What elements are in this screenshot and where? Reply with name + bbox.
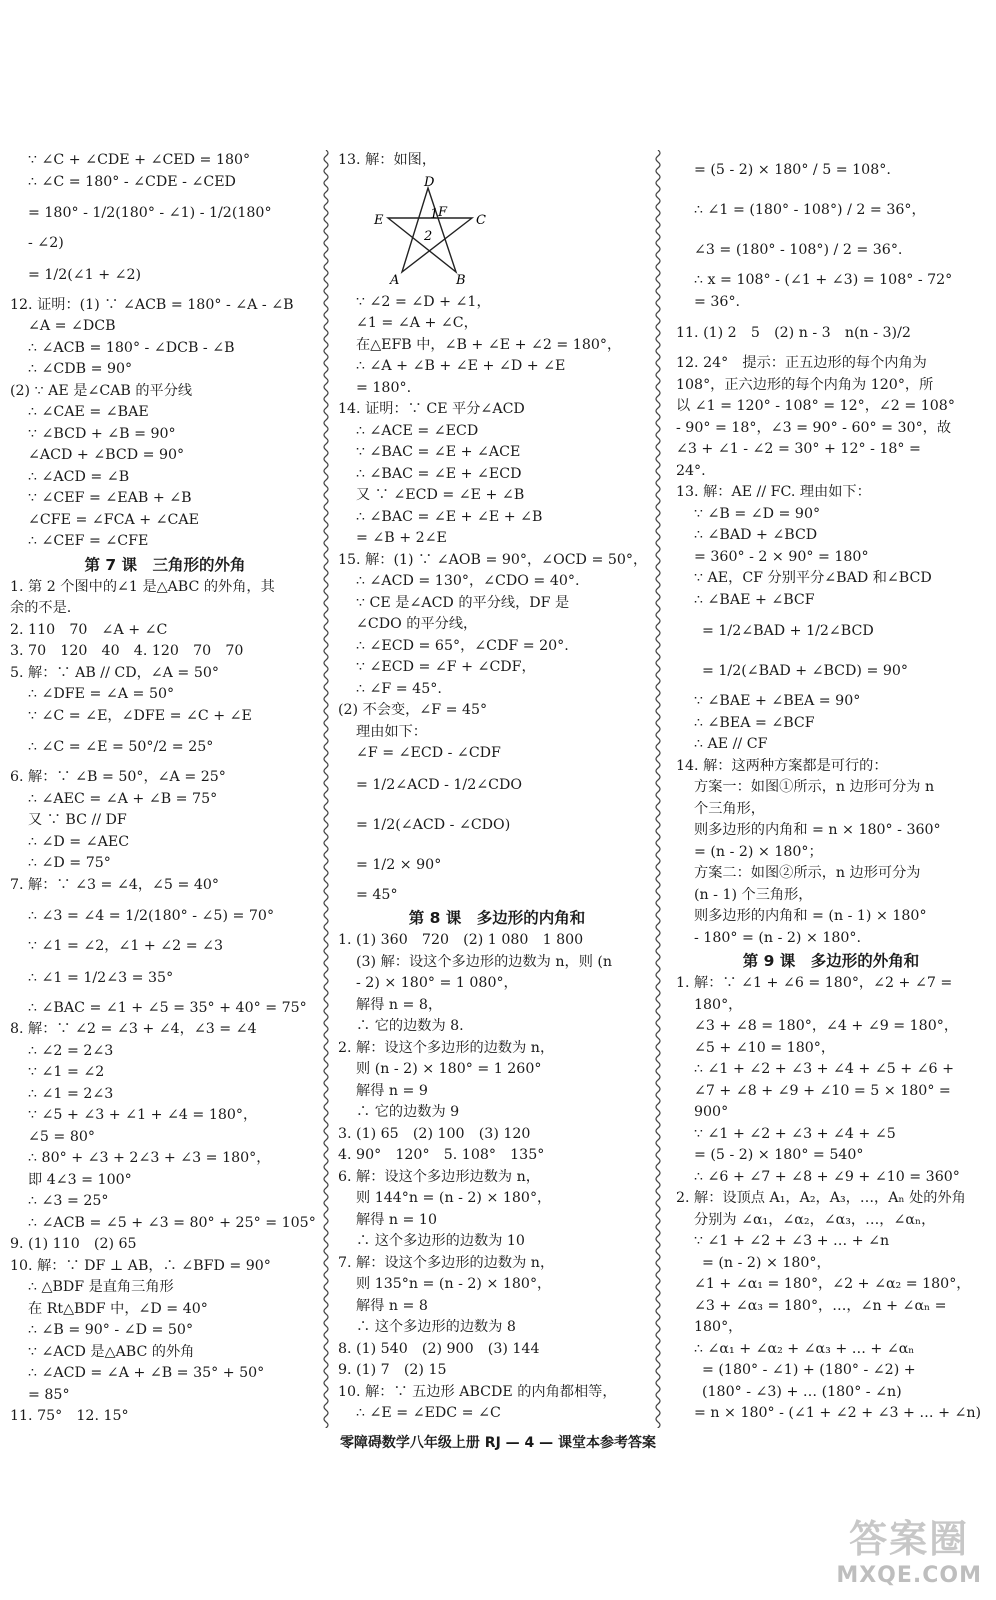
answer-line: 理由如下： bbox=[356, 723, 427, 740]
answer-line: 4. 90° 120° 5. 108° 135° bbox=[338, 1147, 545, 1163]
answer-line: 分别为 ∠α₁，∠α₂，∠α₃，…，∠αₙ， bbox=[694, 1211, 936, 1228]
answer-line: 1. (1) 360 720 (2) 1 080 1 800 bbox=[338, 932, 584, 948]
answer-line: 13. 解：如图， bbox=[338, 152, 437, 168]
answer-line: 解得 n = 9 bbox=[356, 1082, 428, 1099]
answer-line: ∵ ∠5 + ∠3 + ∠1 + ∠4 = 180°， bbox=[28, 1107, 258, 1123]
answer-line: ∠3 + ∠8 = 180°，∠4 + ∠9 = 180°， bbox=[694, 1018, 959, 1034]
answer-line: ∵ ∠2 = ∠D + ∠1， bbox=[356, 293, 491, 310]
answer-line: 14. 证明：∵ CE 平分∠ACD bbox=[338, 401, 525, 417]
answer-line: ∴ ∠α₁ + ∠α₂ + ∠α₃ + … + ∠αₙ bbox=[694, 1340, 915, 1357]
answer-line: 则 135°n = (n - 2) × 180°， bbox=[356, 1276, 552, 1292]
answer-line: ∵ ∠C = ∠E，∠DFE = ∠C + ∠E bbox=[28, 707, 252, 724]
answer-line: ∴ ∠ACB = 180° - ∠DCB - ∠B bbox=[28, 339, 235, 356]
answer-line: = 1/2 × 90° bbox=[356, 856, 442, 873]
answer-line: 则 144°n = (n - 2) × 180°， bbox=[356, 1190, 552, 1206]
answer-line: 7. 解：设这个多边形的边数为 n， bbox=[338, 1254, 555, 1271]
answer-line: ∴ 它的边数为 9 bbox=[356, 1104, 460, 1120]
answer-line: ∴ ∠ACD = ∠B bbox=[28, 468, 130, 485]
answer-line: ∴ 这个多边形的边数为 10 bbox=[356, 1233, 525, 1249]
section-heading: 第 9 课 多边形的外角和 bbox=[742, 952, 920, 970]
answer-line: ∴ △BDF 是直角三角形 bbox=[28, 1279, 174, 1295]
answer-line: 则多边形的内角和 = n × 180° - 360° bbox=[694, 822, 941, 838]
wavy-line bbox=[656, 150, 660, 1428]
answer-line: 12. 证明：(1) ∵ ∠ACB = 180° - ∠A - ∠B bbox=[10, 296, 294, 313]
answer-line: 个三角形， bbox=[694, 800, 765, 817]
answer-line: 10. 解：∵ 五边形 ABCDE 的内角都相等， bbox=[338, 1383, 617, 1400]
answer-line: ∴ 这个多边形的边数为 8 bbox=[356, 1319, 516, 1335]
figure-label: 2 bbox=[424, 228, 433, 244]
answer-line: ∵ ∠CEF = ∠EAB + ∠B bbox=[28, 490, 192, 506]
answer-line: 8. (1) 540 (2) 900 (3) 144 bbox=[338, 1340, 540, 1357]
answer-line: 11. (1) 2 5 (2) n - 3 n(n - 3)/2 bbox=[676, 325, 911, 341]
answer-line: 14. 解：这两种方案都是可行的： bbox=[676, 757, 888, 774]
answer-line: ∠A = ∠DCB bbox=[28, 318, 116, 334]
answer-column-1 bbox=[10, 150, 320, 1428]
answer-line: = 180° - 1/2(180° - ∠1) - 1/2(180° bbox=[28, 205, 272, 221]
answer-line: 6. 解：∵ ∠B = 50°，∠A = 25° bbox=[10, 769, 226, 785]
figure-label: 1 bbox=[430, 206, 439, 222]
column-divider-1 bbox=[322, 150, 330, 1428]
figure-label: A bbox=[390, 272, 400, 288]
answer-line: 则 (n - 2) × 180° = 1 260° bbox=[356, 1061, 542, 1077]
answer-line: ∴ ∠6 + ∠7 + ∠8 + ∠9 + ∠10 = 360° bbox=[694, 1168, 960, 1185]
answer-line: ∠5 + ∠10 = 180°， bbox=[694, 1039, 836, 1056]
answer-line: = 36°. bbox=[694, 293, 741, 310]
answer-line: ∴ ∠ACD = 130°，∠CDO = 40°. bbox=[356, 573, 580, 589]
answer-line: ∴ ∠E = ∠EDC = ∠C bbox=[356, 1405, 501, 1421]
answer-line: ∴ ∠BAE + ∠BCF bbox=[694, 591, 815, 608]
answer-line: ∵ ∠ACD 是△ABC 的外角 bbox=[28, 1343, 195, 1360]
answer-line: ∵ CE 是∠ACD 的平分线，DF 是 bbox=[356, 594, 570, 611]
answer-line: 24°. bbox=[676, 462, 706, 479]
answer-line: ∴ ∠ACE = ∠ECD bbox=[356, 422, 479, 439]
answer-line: ∴ ∠1 + ∠2 + ∠3 + ∠4 + ∠5 + ∠6 + bbox=[694, 1061, 954, 1077]
figure-label: E bbox=[374, 212, 384, 228]
answer-line: 13. 解：AE // FC. 理由如下： bbox=[676, 484, 871, 500]
answer-line: 解得 n = 8 bbox=[356, 1297, 428, 1314]
answer-line: ∠CFE = ∠FCA + ∠CAE bbox=[28, 511, 199, 528]
answer-line: 余的不是. bbox=[10, 600, 72, 616]
answer-line: = 85° bbox=[28, 1386, 70, 1403]
answer-line: ∠3 + ∠α₃ = 180°，…，∠n + ∠αₙ = bbox=[694, 1297, 947, 1314]
answer-line: ∠3 = (180° - 108°) / 2 = 36°. bbox=[694, 242, 903, 258]
answer-line: ∴ ∠BAC = ∠E + ∠ECD bbox=[356, 465, 522, 482]
answer-line: = 1/2(∠1 + ∠2) bbox=[28, 266, 142, 283]
answer-line: ∴ ∠AEC = ∠A + ∠B = 75° bbox=[28, 790, 218, 807]
answer-line: 5. 解：∵ AB // CD，∠A = 50° bbox=[10, 664, 219, 681]
answer-line: 又 ∵ BC // DF bbox=[28, 812, 127, 828]
answer-line: (3) 解：设这个多边形的边数为 n，则 (n bbox=[356, 953, 613, 970]
answer-line: 1. 第 2 个图中的∠1 是△ABC 的外角，其 bbox=[10, 578, 275, 595]
answer-line: ∵ ∠BCD + ∠B = 90° bbox=[28, 425, 176, 442]
answer-line: ∴ ∠CEF = ∠CFE bbox=[28, 533, 149, 549]
answer-line: ∴ ∠DFE = ∠A = 50° bbox=[28, 686, 175, 702]
answer-line: 7. 解：∵ ∠3 = ∠4，∠5 = 40° bbox=[10, 876, 220, 893]
answer-line: = 1/2(∠BAD + ∠BCD) = 90° bbox=[702, 663, 909, 679]
answer-line: - 180° = (n - 2) × 180°. bbox=[694, 929, 862, 946]
section-heading: 第 8 课 多边形的内角和 bbox=[408, 909, 586, 927]
answer-line: ∠F = ∠ECD - ∠CDF bbox=[356, 745, 501, 761]
answer-line: ∴ 80° + ∠3 + 2∠3 + ∠3 = 180°， bbox=[28, 1150, 271, 1166]
section-heading: 第 7 课 三角形的外角 bbox=[84, 555, 246, 574]
answer-line: ∴ ∠1 = 2∠3 bbox=[28, 1085, 114, 1102]
column-divider-2 bbox=[654, 150, 662, 1428]
answer-line: 9. (1) 110 (2) 65 bbox=[10, 1236, 137, 1252]
answer-line: ∴ ∠A + ∠B + ∠E + ∠D + ∠E bbox=[356, 358, 566, 374]
answer-line: 15. 解：(1) ∵ ∠AOB = 90°，∠OCD = 50°， bbox=[338, 551, 648, 568]
answer-line: = 45° bbox=[356, 886, 398, 903]
answer-line: ∴ ∠2 = 2∠3 bbox=[28, 1042, 114, 1059]
answer-line: ∴ AE // CF bbox=[694, 736, 768, 752]
answer-line: 1. 解：∵ ∠1 + ∠6 = 180°，∠2 + ∠7 = bbox=[676, 975, 953, 991]
answer-line: ∴ ∠ECD = 65°，∠CDF = 20°. bbox=[356, 637, 569, 654]
answer-line: ∴ ∠C = 180° - ∠CDE - ∠CED bbox=[28, 173, 236, 190]
answer-line: 3. 70 120 40 4. 120 70 70 bbox=[10, 643, 244, 659]
answer-line: - 2) × 180° = 1 080°， bbox=[356, 975, 518, 991]
answer-line: = (180° - ∠1) + (180° - ∠2) + bbox=[702, 1362, 916, 1378]
answer-line: ∴ x = 108° - (∠1 + ∠3) = 108° - 72° bbox=[694, 272, 953, 288]
answer-line: ∴ ∠B = 90° - ∠D = 50° bbox=[28, 1322, 194, 1338]
answer-line: 180°， bbox=[694, 996, 743, 1013]
answer-line: ∵ ∠BAC = ∠E + ∠ACE bbox=[356, 444, 521, 460]
answer-column-2 bbox=[338, 150, 656, 1425]
watermark bbox=[836, 1508, 982, 1588]
answer-line: ∴ ∠3 = ∠4 = 1/2(180° - ∠5) = 70° bbox=[28, 908, 275, 924]
answer-line: ∵ AE，CF 分别平分∠BAD 和∠BCD bbox=[694, 570, 932, 586]
answer-line: ∴ ∠D = 75° bbox=[28, 855, 111, 871]
answer-line: = n × 180° - (∠1 + ∠2 + ∠3 + … + ∠n) bbox=[694, 1405, 982, 1421]
answer-line: ∴ 它的边数为 8. bbox=[356, 1018, 464, 1034]
answer-line: ∵ ∠1 = ∠2，∠1 + ∠2 = ∠3 bbox=[28, 938, 224, 954]
answer-line: ∴ ∠3 = 25° bbox=[28, 1193, 109, 1209]
answer-line: = 1/2∠ACD - 1/2∠CDO bbox=[356, 776, 522, 793]
answer-line: ∠1 + ∠α₁ = 180°，∠2 + ∠α₂ = 180°， bbox=[694, 1276, 971, 1292]
answer-line: ∴ ∠ACD = ∠A + ∠B = 35° + 50° bbox=[28, 1365, 265, 1381]
watermark-logo: 答案圈 bbox=[849, 1517, 970, 1561]
answer-line: 2. 解：设这个多边形的边数为 n， bbox=[338, 1039, 555, 1056]
answer-line: 2. 110 70 ∠A + ∠C bbox=[10, 621, 168, 638]
answer-line: 10. 解：∵ DF ⊥ AB，∴ ∠BFD = 90° bbox=[10, 1257, 271, 1274]
answer-line: ∵ ∠1 + ∠2 + ∠3 + … + ∠n bbox=[694, 1233, 890, 1249]
figure-label: F bbox=[438, 204, 448, 220]
answer-line: 2. 解：设顶点 A₁，A₂，A₃，…，Aₙ 处的外角 bbox=[676, 1190, 966, 1206]
answer-line: 解得 n = 8， bbox=[356, 996, 443, 1013]
watermark-url: MXQE.COM bbox=[836, 1563, 982, 1588]
answer-line: 在△EFB 中，∠B + ∠E + ∠2 = 180°， bbox=[356, 336, 622, 353]
answer-line: 108°，正六边形的每个内角为 120°，所 bbox=[676, 376, 934, 393]
answer-line: ∴ ∠BEA = ∠BCF bbox=[694, 714, 815, 731]
answer-line: 3. (1) 65 (2) 100 (3) 120 bbox=[338, 1125, 531, 1142]
answer-line: (2) 不会变，∠F = 45° bbox=[338, 702, 488, 718]
answer-line: ∵ ∠1 + ∠2 + ∠3 + ∠4 + ∠5 bbox=[694, 1125, 896, 1142]
answer-line: - ∠2) bbox=[28, 235, 64, 251]
answer-line: ∠5 = 80° bbox=[28, 1128, 95, 1145]
answer-line: ∵ ∠1 = ∠2 bbox=[28, 1064, 105, 1080]
answer-column-3 bbox=[676, 150, 986, 1425]
answer-line: = 360° - 2 × 90° = 180° bbox=[694, 548, 869, 565]
answer-line: = (5 - 2) × 180° / 5 = 108°. bbox=[694, 162, 891, 178]
answer-line: ∠7 + ∠8 + ∠9 + ∠10 = 5 × 180° = bbox=[694, 1082, 951, 1099]
answer-line: - 90° = 18°，∠3 = 90° - 60° = 30°，故 bbox=[676, 419, 952, 436]
answer-line: = (n - 2) × 180°， bbox=[702, 1254, 831, 1271]
answer-line: (180° - ∠3) + … (180° - ∠n) bbox=[702, 1383, 902, 1400]
answer-line: ∵ ∠C + ∠CDE + ∠CED = 180° bbox=[28, 152, 251, 168]
answer-line: ∴ ∠1 = (180° - 108°) / 2 = 36°， bbox=[694, 202, 926, 218]
answer-line: ∵ ∠ECD = ∠F + ∠CDF， bbox=[356, 659, 536, 675]
answer-line: 9. (1) 7 (2) 15 bbox=[338, 1362, 447, 1378]
answer-line: ∴ ∠D = ∠AEC bbox=[28, 833, 130, 850]
answer-line: 在 Rt△BDF 中，∠D = 40° bbox=[28, 1300, 208, 1317]
answer-line: 900° bbox=[694, 1104, 729, 1120]
answer-line: ∴ ∠BAC = ∠E + ∠E + ∠B bbox=[356, 508, 543, 525]
figure-label: C bbox=[476, 212, 486, 228]
answer-line: 12. 24° 提示：正五边形的每个内角为 bbox=[676, 355, 927, 371]
answer-line: = 1/2(∠ACD - ∠CDO) bbox=[356, 816, 511, 833]
answer-line: 180°， bbox=[694, 1319, 743, 1335]
answer-line: ∴ ∠BAC = ∠1 + ∠5 = 35° + 40° = 75° bbox=[28, 999, 307, 1016]
answer-line: = ∠B + 2∠E bbox=[356, 530, 447, 546]
pentagram-figure bbox=[368, 174, 498, 290]
answer-line: 方案二：如图②所示，n 边形可分为 bbox=[694, 865, 921, 881]
answer-line: ∠CDO 的平分线， bbox=[356, 616, 478, 632]
answer-line: ∴ ∠CAE = ∠BAE bbox=[28, 404, 149, 420]
answer-line: ∠1 = ∠A + ∠C， bbox=[356, 315, 478, 331]
answer-line: ∵ ∠B = ∠D = 90° bbox=[694, 505, 821, 522]
figure-label: D bbox=[424, 174, 435, 190]
answer-line: ∠3 + ∠1 - ∠2 = 30° + 12° - 18° = bbox=[676, 441, 921, 457]
answer-line: ∵ ∠BAE + ∠BEA = 90° bbox=[694, 693, 861, 709]
answer-line: 又 ∵ ∠ECD = ∠E + ∠B bbox=[356, 487, 525, 503]
answer-line: ∴ ∠C = ∠E = 50°/2 = 25° bbox=[28, 739, 214, 755]
answer-line: 则多边形的内角和 = (n - 1) × 180° bbox=[694, 908, 927, 924]
answer-line: 即 4∠3 = 100° bbox=[28, 1171, 132, 1188]
answer-line: (2) ∵ AE 是∠CAB 的平分线 bbox=[10, 382, 193, 399]
answer-line: ∠ACD + ∠BCD = 90° bbox=[28, 447, 185, 463]
answer-line: ∴ ∠1 = 1/2∠3 = 35° bbox=[28, 969, 174, 986]
figure-label: B bbox=[456, 272, 466, 288]
answer-line: (n - 1) 个三角形， bbox=[694, 886, 813, 903]
answer-line: 8. 解：∵ ∠2 = ∠3 + ∠4，∠3 = ∠4 bbox=[10, 1021, 257, 1037]
answer-line: = (n - 2) × 180°； bbox=[694, 843, 823, 860]
answer-line: ∴ ∠F = 45°. bbox=[356, 680, 442, 697]
answer-line: = 180°. bbox=[356, 379, 412, 396]
wavy-line bbox=[324, 150, 328, 1428]
answer-line: = (5 - 2) × 180° = 540° bbox=[694, 1147, 864, 1163]
answer-line: ∴ ∠ACB = ∠5 + ∠3 = 80° + 25° = 105° bbox=[28, 1214, 316, 1231]
page-footer: 零障碍数学八年级上册 RJ — 4 — 课堂本参考答案 bbox=[339, 1435, 657, 1451]
answer-line: 以 ∠1 = 120° - 108° = 12°，∠2 = 108° bbox=[676, 398, 955, 414]
answer-line: 11. 75° 12. 15° bbox=[10, 1408, 129, 1424]
answer-line: ∴ ∠BAD + ∠BCD bbox=[694, 527, 818, 543]
answer-line: 解得 n = 10 bbox=[356, 1211, 437, 1228]
answer-line: 6. 解：设这个多边形边数为 n， bbox=[338, 1168, 540, 1185]
answer-line: 方案一：如图①所示，n 边形可分为 n bbox=[694, 779, 935, 795]
answer-line: = 1/2∠BAD + 1/2∠BCD bbox=[702, 623, 874, 639]
answer-line: ∴ ∠CDB = 90° bbox=[28, 361, 133, 377]
